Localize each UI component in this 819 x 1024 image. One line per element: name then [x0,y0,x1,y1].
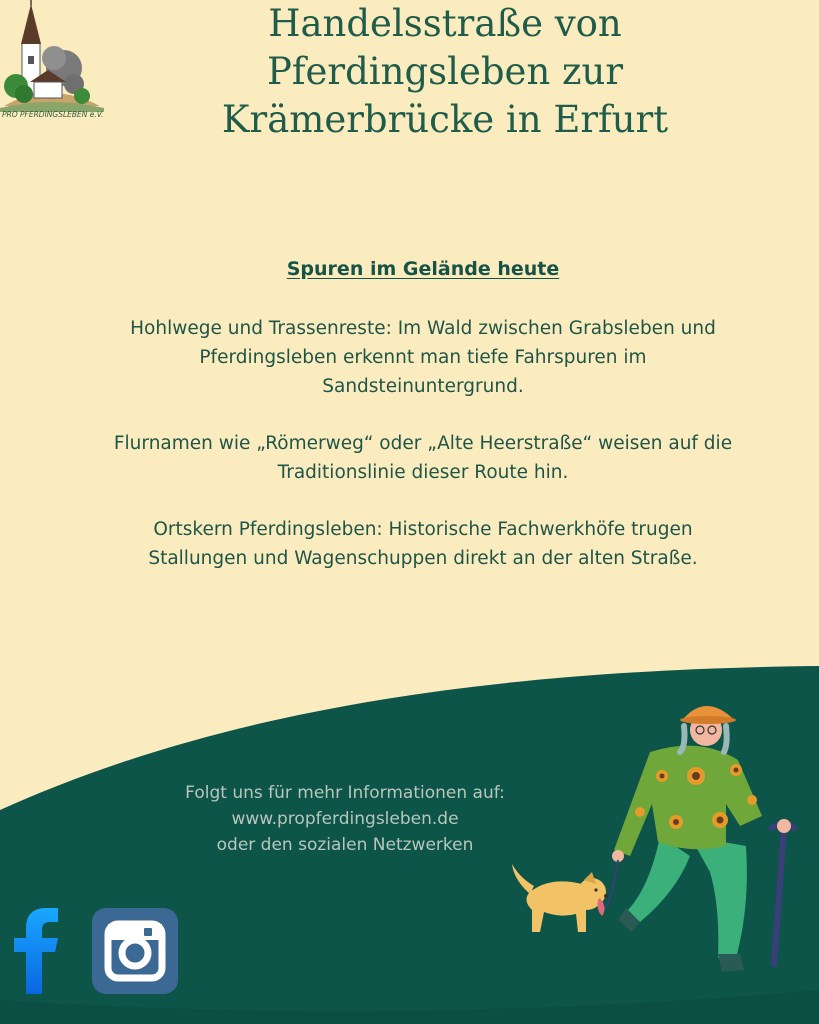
footer-info [130,780,560,858]
title-line: Pferdingsleben zur [266,50,624,93]
paragraph-flurnamen [60,429,786,487]
website-link[interactable]: www.propferdingsleben.de [231,809,459,829]
footer-line: oder den sozialen Netzwerken [216,835,474,855]
paragraph-ortskern [60,515,786,573]
paragraph-line: Flurnamen wie „Römerweg“ oder „Alte Heerstraße“ weisen auf die [113,433,733,454]
title-line: Krämerbrücke in Erfurt [221,98,669,141]
section-heading: Spuren im Gelände heute [286,258,560,280]
paragraph-line: Traditionslinie dieser Route hin. [277,462,569,483]
paragraph-line: Sandsteinuntergrund. [322,376,524,397]
woman-walking-dog-illustration [500,696,810,986]
paragraph-line: Stallungen und Wagenschuppen direkt an der alten Straße. [148,548,698,569]
paragraph-hohlwege [60,314,786,401]
paragraph-line: Hohlwege und Trassenreste: Im Wald zwischen Grabsleben und [130,318,716,339]
logo-caption: PRO PFERDINGSLEBEN e.V. [2,110,104,119]
footer-line: Folgt uns für mehr Informationen auf: [185,783,505,803]
title-line: Handelsstraße von [268,2,622,45]
village-church-logo-icon [0,0,104,124]
instagram-icon[interactable] [92,908,178,994]
page-title [150,0,740,144]
facebook-icon[interactable] [12,906,62,994]
paragraph-line: Ortskern Pferdingsleben: Historische Fachwerkhöfe trugen [153,519,693,540]
paragraph-line: Pferdingsleben erkennt man tiefe Fahrspuren im [199,347,647,368]
